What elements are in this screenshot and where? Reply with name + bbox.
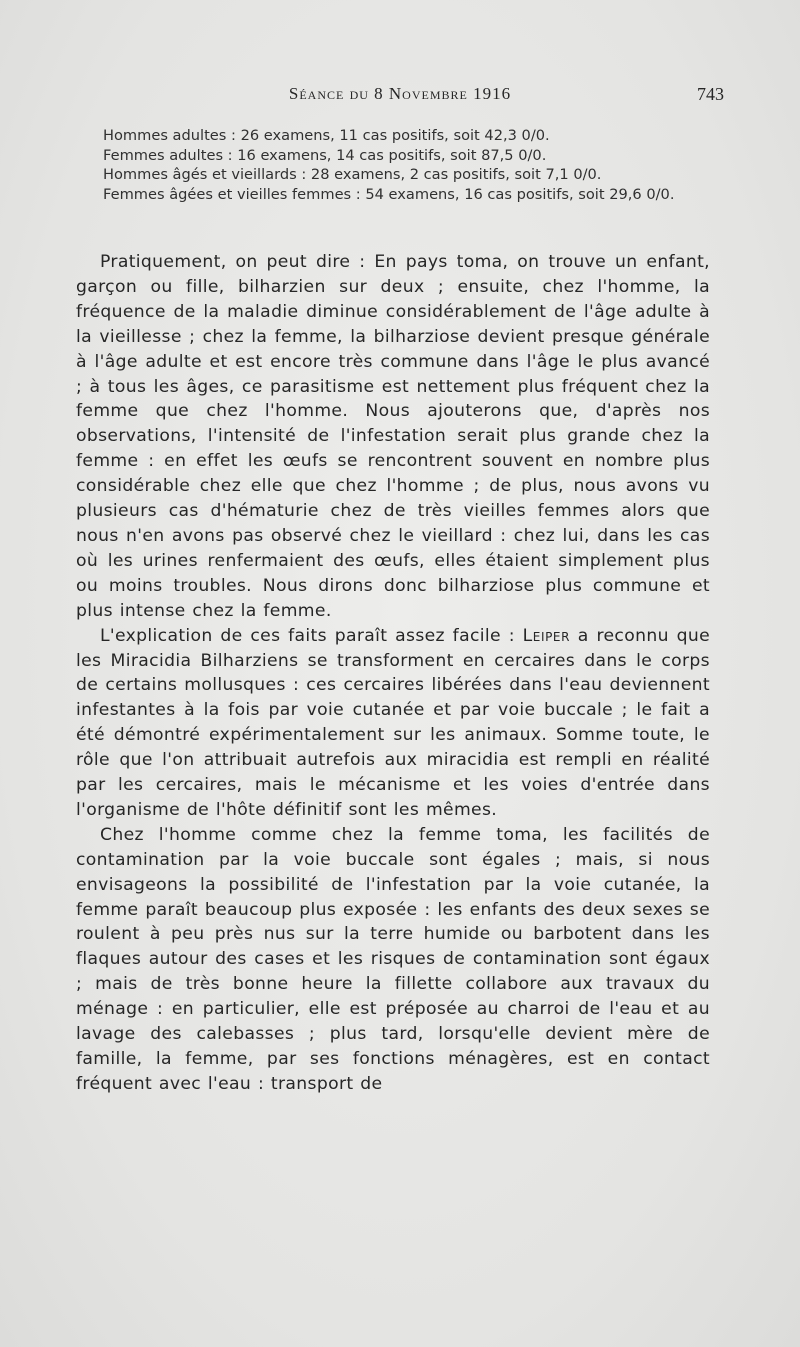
paragraph: Pratiquement, on peut dire : En pays toma, on trouve un enfant, garçon ou fille, bilharzien sur deux ; ensuite, chez l'homme, la fréquence de la maladie diminue considérablement de l'âge adulte à la vieillesse ; chez la femme, la bilharziose devient presque générale à l'âge adulte et est encore très commune dans l'âge le plus avancé ; à tous les âges, ce parasitisme est nettement plus fréquent chez la femme que chez l'homme. Nous ajouterons que, d'après nos observations, l'intensité de l'infestation serait plus grande chez la femme : en effet les œufs se rencontrent souvent en nombre plus considérable chez elle que chez l'homme ; de plus, nous avons vu plusieurs cas d'hématurie chez de très vieilles femmes alors que nous n'en avons pas observé chez le vieillard : chez lui, dans les cas où les urines renfermaient des œufs, elles étaient simplement plus ou moins troubles. Nous dirons donc bilharziose plus commune et plus intense chez la femme. <box>76 252 710 621</box>
running-header <box>76 84 724 110</box>
stat-line: Femmes âgées et vieilles femmes : 54 examens, 16 cas positifs, soit 29,6 0/0. <box>103 185 675 203</box>
paragraph-text: a reconnu que les Miracidia Bilharziens se transforment en cercaires dans le corps de certains mollusques : ces cercaires libérées dans l'eau deviennent infestantes à la fois par voie cutanée et par voie buccale ; le fait a été démontré expérimentalement sur les animaux. Somme toute, le rôle que l'on attribuait autrefois aux miracidia est rempli en réalité par les cercaires, mais le mécanisme et les voies d'entrée dans l'organisme de l'hôte définitif sont les mêmes. <box>76 625 710 820</box>
page-number: 743 <box>697 84 724 104</box>
stat-line: Hommes âgés et vieillards : 28 examens, 2 cas positifs, soit 7,1 0/0. <box>103 166 602 183</box>
statistics-list <box>103 126 723 204</box>
body-text <box>76 250 710 1097</box>
paragraph: Chez l'homme comme chez la femme toma, les facilités de contamination par la voie buccale sont égales ; mais, si nous envisageons la possibilité de l'infestation par la voie cutanée, la femme paraît beaucoup plus exposée : les enfants des deux sexes se roulent à peu près nus sur la terre humide ou barbotent dans les flaques autour des cases et les risques de contamination sont égaux ; mais de très bonne heure la fillette collabore aux travaux du ménage : en particulier, elle est préposée au charroi de l'eau et au lavage des calebasses ; plus tard, lorsqu'elle devient mère de famille, la femme, par ses fonctions ménagères, est en contact fréquent avec l'eau : transport de <box>76 824 710 1094</box>
header-title: Séance du 8 Novembre 1916 <box>288 84 512 103</box>
stat-line: Hommes adultes : 26 examens, 11 cas positifs, soit 42,3 0/0. <box>103 127 550 144</box>
stat-line: Femmes adultes : 16 examens, 14 cas positifs, soit 87,5 0/0. <box>103 146 547 164</box>
author-name: Leiper <box>522 625 571 646</box>
paragraph <box>76 624 710 823</box>
paragraph-text: L'explication de ces faits paraît assez facile : <box>100 625 523 646</box>
